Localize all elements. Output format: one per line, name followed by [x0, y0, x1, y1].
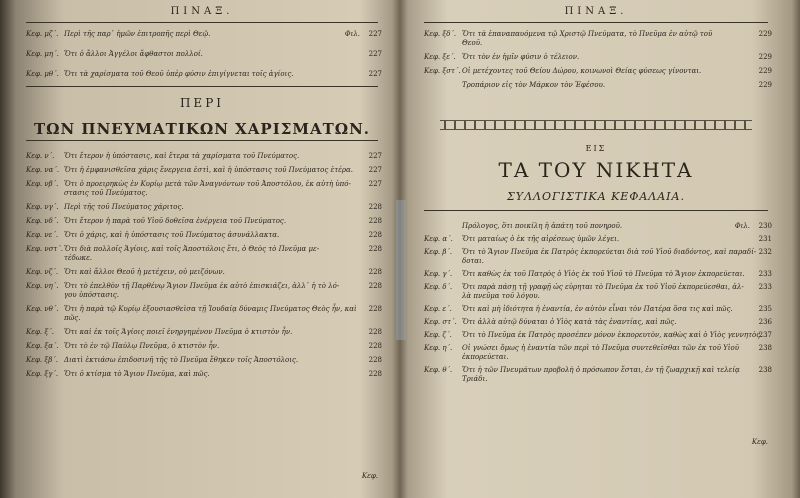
- chapter-number: Κεφ. να΄.: [26, 166, 60, 174]
- folio-label: Φιλ.: [344, 30, 360, 38]
- toc-entry: [26, 203, 382, 212]
- chapter-number: Κεφ. δ΄.: [424, 283, 453, 291]
- toc-entry: [26, 50, 382, 59]
- chapter-number: Κεφ. νθ΄.: [26, 305, 59, 313]
- toc-entry: [26, 342, 382, 351]
- toc-entry: [424, 331, 772, 340]
- entry-title: Ὅτι ὁ κτίσμα τὸ Ἅγιον Πνεῦμα, καὶ πῶς.: [64, 370, 210, 378]
- toc-entry: [26, 217, 382, 226]
- chapter-number: Κεφ. ξστ΄.: [424, 67, 461, 75]
- page-number: 228: [368, 370, 382, 378]
- ornamental-band: [440, 120, 752, 130]
- toc-entry: [26, 328, 382, 337]
- section-rule: [26, 140, 378, 141]
- running-head-right: ΠΙΝΑΞ.: [564, 6, 628, 17]
- entry-title: Διατὶ ἐκτιάσω ἐπιδοσινῆ τῆς τὸ Πνεῦμα ἔθηκεν τοῖς Ἀποστόλοις.: [64, 356, 299, 364]
- entry-title: Ὅτι τὸ Πνεῦμα ἐκ Πατρὸς προσέπεν μόνον ἐκπορευτὸν, καθὼς καὶ ὁ Υἱὸς γεννητὸς.: [462, 331, 763, 339]
- chapter-number: Κεφ. β΄.: [424, 248, 453, 256]
- chapter-number: Κεφ. θ΄.: [424, 366, 453, 374]
- section-rule: [424, 210, 768, 211]
- chapter-number: Κεφ. στ΄.: [424, 318, 457, 326]
- toc-entry: [424, 235, 772, 244]
- entry-title: Περὶ τῆς τοῦ Πνεύματος χάριτος.: [64, 203, 184, 211]
- toc-entry: [424, 270, 772, 279]
- page-number: 232: [758, 248, 772, 256]
- page-number: 235: [758, 305, 772, 313]
- catchword: Κεφ.: [751, 438, 768, 446]
- toc-entry: [424, 67, 772, 76]
- entry-title: Ὅτι ἡ ἐμφανισθεῖσα χάρις ἔνεργεια ἐστὶ, καὶ ἡ ὑπόστασις τοῦ Πνεύματος ἑτέρα.: [64, 166, 353, 174]
- toc-entry: [424, 248, 772, 265]
- page-number: 237: [758, 331, 772, 339]
- entry-title: Ὅτι τὰ χαρίσματα τοῦ Θεοῦ ὑπὲρ φύσιν ἐπιγίγνεται τοῖς ἁγίοις.: [64, 70, 294, 78]
- chapter-number: Κεφ. μζ΄.: [26, 30, 59, 38]
- toc-entry: [424, 305, 772, 314]
- page-number: 238: [758, 344, 772, 352]
- entry-continuation: στασις τοῦ Πνεύματος.: [64, 189, 148, 197]
- library-stamp: [396, 200, 406, 340]
- toc-entry: [424, 366, 772, 383]
- chapter-number: Κεφ. νη΄.: [26, 282, 59, 290]
- chapter-number: Κεφ. νβ΄.: [26, 180, 59, 188]
- toc-entry: [424, 53, 772, 62]
- page-number: 227: [368, 70, 382, 78]
- chapter-number: Κεφ. ν΄.: [26, 152, 55, 160]
- entry-title: Ὅτι ἡ παρὰ τῷ Κυρίῳ ἐξουσιασθεὶσα τῇ Ἰουδαίᾳ δύναμις Πνεύματος Θεὸς ἦν, καὶ: [64, 305, 357, 313]
- entry-title: Οἱ γνώσει ὅμως ἡ ἐναντία τῶν περὶ τὸ Πνεῦμα συντεθεῖσθαι τῶν ἐκ τοῦ Υἱοῦ: [462, 344, 740, 352]
- folio-label: Φιλ.: [734, 222, 750, 230]
- toc-entry: [424, 30, 772, 47]
- page-number: 228: [368, 282, 382, 290]
- entry-continuation: δοται.: [462, 257, 484, 265]
- entry-title: Ὅτι ἀλλὰ αὐτῷ δύναται ὁ Υἱὸς κατὰ τὰς ἐναντίας, καὶ πῶς.: [462, 318, 677, 326]
- head-rule: [424, 22, 768, 23]
- chapter-number: Κεφ. μθ΄.: [26, 70, 59, 78]
- toc-entry: [26, 180, 382, 197]
- left-page: [12, 0, 392, 498]
- chapter-number: Κεφ. ξα΄.: [26, 342, 59, 350]
- toc-entry: [26, 305, 382, 322]
- toc-entry: [424, 283, 772, 300]
- entry-title: Ὅτι καὶ μὴ ἰδιότητα ἡ ἐναντία, ἐν αὐτὸν εἶναι τὸν Πατέρα ὅσα τις καὶ πῶς.: [462, 305, 733, 313]
- toc-entry: [26, 70, 382, 79]
- entry-continuation: Θεοῦ.: [462, 39, 483, 47]
- page-number: 228: [368, 217, 382, 225]
- entry-title: Ὅτι καὶ ἄλλοι Θεοῦ ἡ μετέχειν, οὐ μειζόνων.: [64, 268, 225, 276]
- entry-title: Ὅτι τὸν ἐν ἡμῖν φύσιν ὁ τέλειον.: [462, 53, 580, 61]
- page-number: 229: [758, 53, 772, 61]
- toc-entry: [26, 370, 382, 379]
- toc-entry: [26, 30, 382, 39]
- chapter-number: Κεφ. ξδ΄.: [424, 30, 457, 38]
- chapter-number: Κεφ. νε΄.: [26, 231, 59, 239]
- chapter-number: Κεφ. νζ΄.: [26, 268, 59, 276]
- heading-subtitle: ΣΥΛΛΟΓΙΣΤΙΚΑ ΚΕΦΑΛΑΙΑ.: [507, 190, 685, 203]
- page-number: 233: [758, 283, 772, 291]
- page-number: 227: [368, 166, 382, 174]
- entry-continuation: τέδωκε.: [64, 254, 93, 262]
- chapter-number: Κεφ. α΄.: [424, 235, 453, 243]
- page-number: 228: [368, 203, 382, 211]
- chapter-number: Κεφ. ξ΄.: [26, 328, 54, 336]
- page-number: 227: [368, 152, 382, 160]
- toc-entry: [26, 166, 382, 175]
- page-number: 228: [368, 268, 382, 276]
- page-number: 236: [758, 318, 772, 326]
- chapter-number: Κεφ. ξβ΄.: [26, 356, 58, 364]
- head-rule: [26, 22, 378, 23]
- chapter-number: Κεφ. η΄.: [424, 344, 453, 352]
- entry-title: Ὅτι ὁ ἄλλοι Ἀγγέλοι ἄφθαστοι πολλοί.: [64, 50, 203, 58]
- page-number: 228: [368, 342, 382, 350]
- section-rule: [26, 86, 378, 87]
- page-number: 238: [758, 366, 772, 374]
- entry-title: Ὅτι ἕτερον ἡ παρὰ τοῦ Υἱοῦ δοθεῖσα ἐνέργεια τοῦ Πνεύματος.: [64, 217, 287, 225]
- page-number: 228: [368, 245, 382, 253]
- right-page: [410, 0, 782, 498]
- chapter-number: Κεφ. ζ΄.: [424, 331, 452, 339]
- entry-title: Ὅτι ἡ τῶν Πνευμάτων προβολὴ ὁ πρόσωπον ἔσται, ἐν τῇ ζωαρχικῇ καὶ τελείᾳ: [462, 366, 740, 374]
- entry-continuation: λὰ πνεῦμα τοῦ λόγου.: [462, 292, 540, 300]
- toc-entry: [424, 318, 772, 327]
- entry-title: Ὅτι ὁ προειρηκὼς ἐν Κυρίῳ μετὰ τῶν Ἀναγνόντων τοῦ Ἀποστόλου, ἐκ αὐτὴ ὑπό-: [64, 180, 351, 188]
- page-number: 229: [758, 67, 772, 75]
- catchword: Κεφ.: [361, 472, 378, 480]
- chapter-number: Κεφ. ξε΄.: [424, 53, 456, 61]
- entry-continuation: ἐκπορεύεται.: [462, 353, 509, 361]
- entry-title: Τροπάριον εἰς τὸν Μάρκον τὸν Ἐφέσου.: [462, 81, 606, 89]
- entry-title: Ὅτι διὰ πολλοῖς Ἁγίοις, καὶ τοῖς Ἀποστόλοις ἔτι, ὁ Θεὸς τὸ Πνεῦμα με-: [64, 245, 320, 253]
- page-number: 228: [368, 305, 382, 313]
- entry-continuation: γου ὑπόστασις.: [64, 291, 119, 299]
- page-number: 227: [368, 50, 382, 58]
- entry-title: Ὅτι τὰ ἐπαναπαυόμενα τῷ Χριστῷ Πνεύματα, τὸ Πνεῦμα ἐν αὐτῷ τοῦ: [462, 30, 713, 38]
- entry-title: Ὅτι ὁ χάρις, καὶ ἡ ὑπόστασις τοῦ Πνεύματος ἀσυνάλλακτα.: [64, 231, 280, 239]
- page-number: 228: [368, 356, 382, 364]
- toc-entry: [424, 222, 772, 231]
- page-number: 233: [758, 270, 772, 278]
- entry-title: Ὅτι καὶ ἐκ τοῖς Ἁγίοις ποιεῖ ἐνηργημένον Πνεῦμα ὁ κτιστὸν ἦν.: [64, 328, 293, 336]
- toc-entry: [26, 152, 382, 161]
- entry-continuation: Τριάδι.: [462, 375, 488, 383]
- page-number: 227: [368, 30, 382, 38]
- entry-title: Ὅτι παρὰ πάσῃ τῇ γραφῇ ὡς εὑρηται τὸ Πνεῦμα ἐκ τοῦ Υἱοῦ ἐκπορεύεσθαι, ἀλ-: [462, 283, 744, 291]
- toc-entry: [26, 282, 382, 299]
- section-heading-peri: ΠΕΡΙ: [179, 96, 225, 110]
- chapter-number: Κεφ. νστ΄.: [26, 245, 63, 253]
- entry-title: Ὅτι καθὼς ἐκ τοῦ Πατρὸς ὁ Υἱὸς ἐκ τοῦ Υἱοῦ τὸ Πνεῦμα τὸ Ἅγιον ἐκπορεύεται.: [462, 270, 745, 278]
- entry-title: Ὅτι ἕτερον ἡ ὑπόστασις, καὶ ἕτερα τὰ χαρίσματα τοῦ Πνεύματος.: [64, 152, 300, 160]
- toc-entry: [26, 231, 382, 240]
- entry-title: Πρόλογος, ὅτι ποικίλη ἡ ἀπάτη τοῦ πονηροῦ.: [462, 222, 623, 230]
- chapter-number: Κεφ. γ΄.: [424, 270, 453, 278]
- chapter-number: Κεφ. νγ΄.: [26, 203, 59, 211]
- toc-entry: [424, 81, 772, 90]
- chapter-number: Κεφ. ξγ΄.: [26, 370, 59, 378]
- chapter-number: Κεφ. νδ΄.: [26, 217, 59, 225]
- entry-title: Ὅτι ματαίως ὁ ἐκ τῆς αἱρέσεως ὑμῶν λέγει.: [462, 235, 620, 243]
- toc-entry: [26, 268, 382, 277]
- chapter-number: Κεφ. ε΄.: [424, 305, 452, 313]
- page-number: 227: [368, 180, 382, 188]
- entry-title: Ὅτι τὸ ἐν τῷ Παύλῳ Πνεῦμα, ὁ κτιστὸν ἦν.: [64, 342, 220, 350]
- entry-title: Οἱ μετέχοντες τοῦ Θείου Δώρου, κοινωνοὶ Θείας φύσεως γίνονται.: [462, 67, 702, 75]
- page-number: 229: [758, 81, 772, 89]
- heading-eis: ΕΙΣ: [585, 144, 607, 153]
- toc-entry: [424, 344, 772, 361]
- page-number: 228: [368, 328, 382, 336]
- toc-entry: [26, 356, 382, 365]
- page-number: 228: [368, 231, 382, 239]
- section-heading-main: ΤΩΝ ΠΝΕΥΜΑΤΙΚΩΝ ΧΑΡΙΣΜΑΤΩΝ.: [33, 120, 371, 138]
- entry-title: Ὅτι τὸ Ἅγιον Πνεῦμα ἐκ Πατρὸς ἐκπορεύεται διὰ τοῦ Υἱοῦ διαδόντος, καὶ παραδί-: [462, 248, 757, 256]
- chapter-number: Κεφ. μη΄.: [26, 50, 59, 58]
- page-number: 229: [758, 30, 772, 38]
- running-head-left: ΠΙΝΑΞ.: [170, 6, 234, 17]
- page-number: 230: [758, 222, 772, 230]
- toc-entry: [26, 245, 382, 262]
- entry-continuation: πῶς.: [64, 314, 81, 322]
- page-number: 231: [758, 235, 772, 243]
- heading-title: ΤΑ ΤΟΥ ΝΙΚΗΤΑ: [498, 158, 694, 182]
- entry-title: Ὅτι τὸ ἐπελθὸν τῇ Παρθένῳ Ἅγιον Πνεῦμα ἐκ αὐτὸ ἐπισκιάζει, ἀλλ᾽ ἡ τὸ λό-: [64, 282, 340, 290]
- entry-title: Περὶ τῆς παρ᾽ ἡμῶν ἐπιτροπῆς περὶ Θεῷ.: [64, 30, 211, 38]
